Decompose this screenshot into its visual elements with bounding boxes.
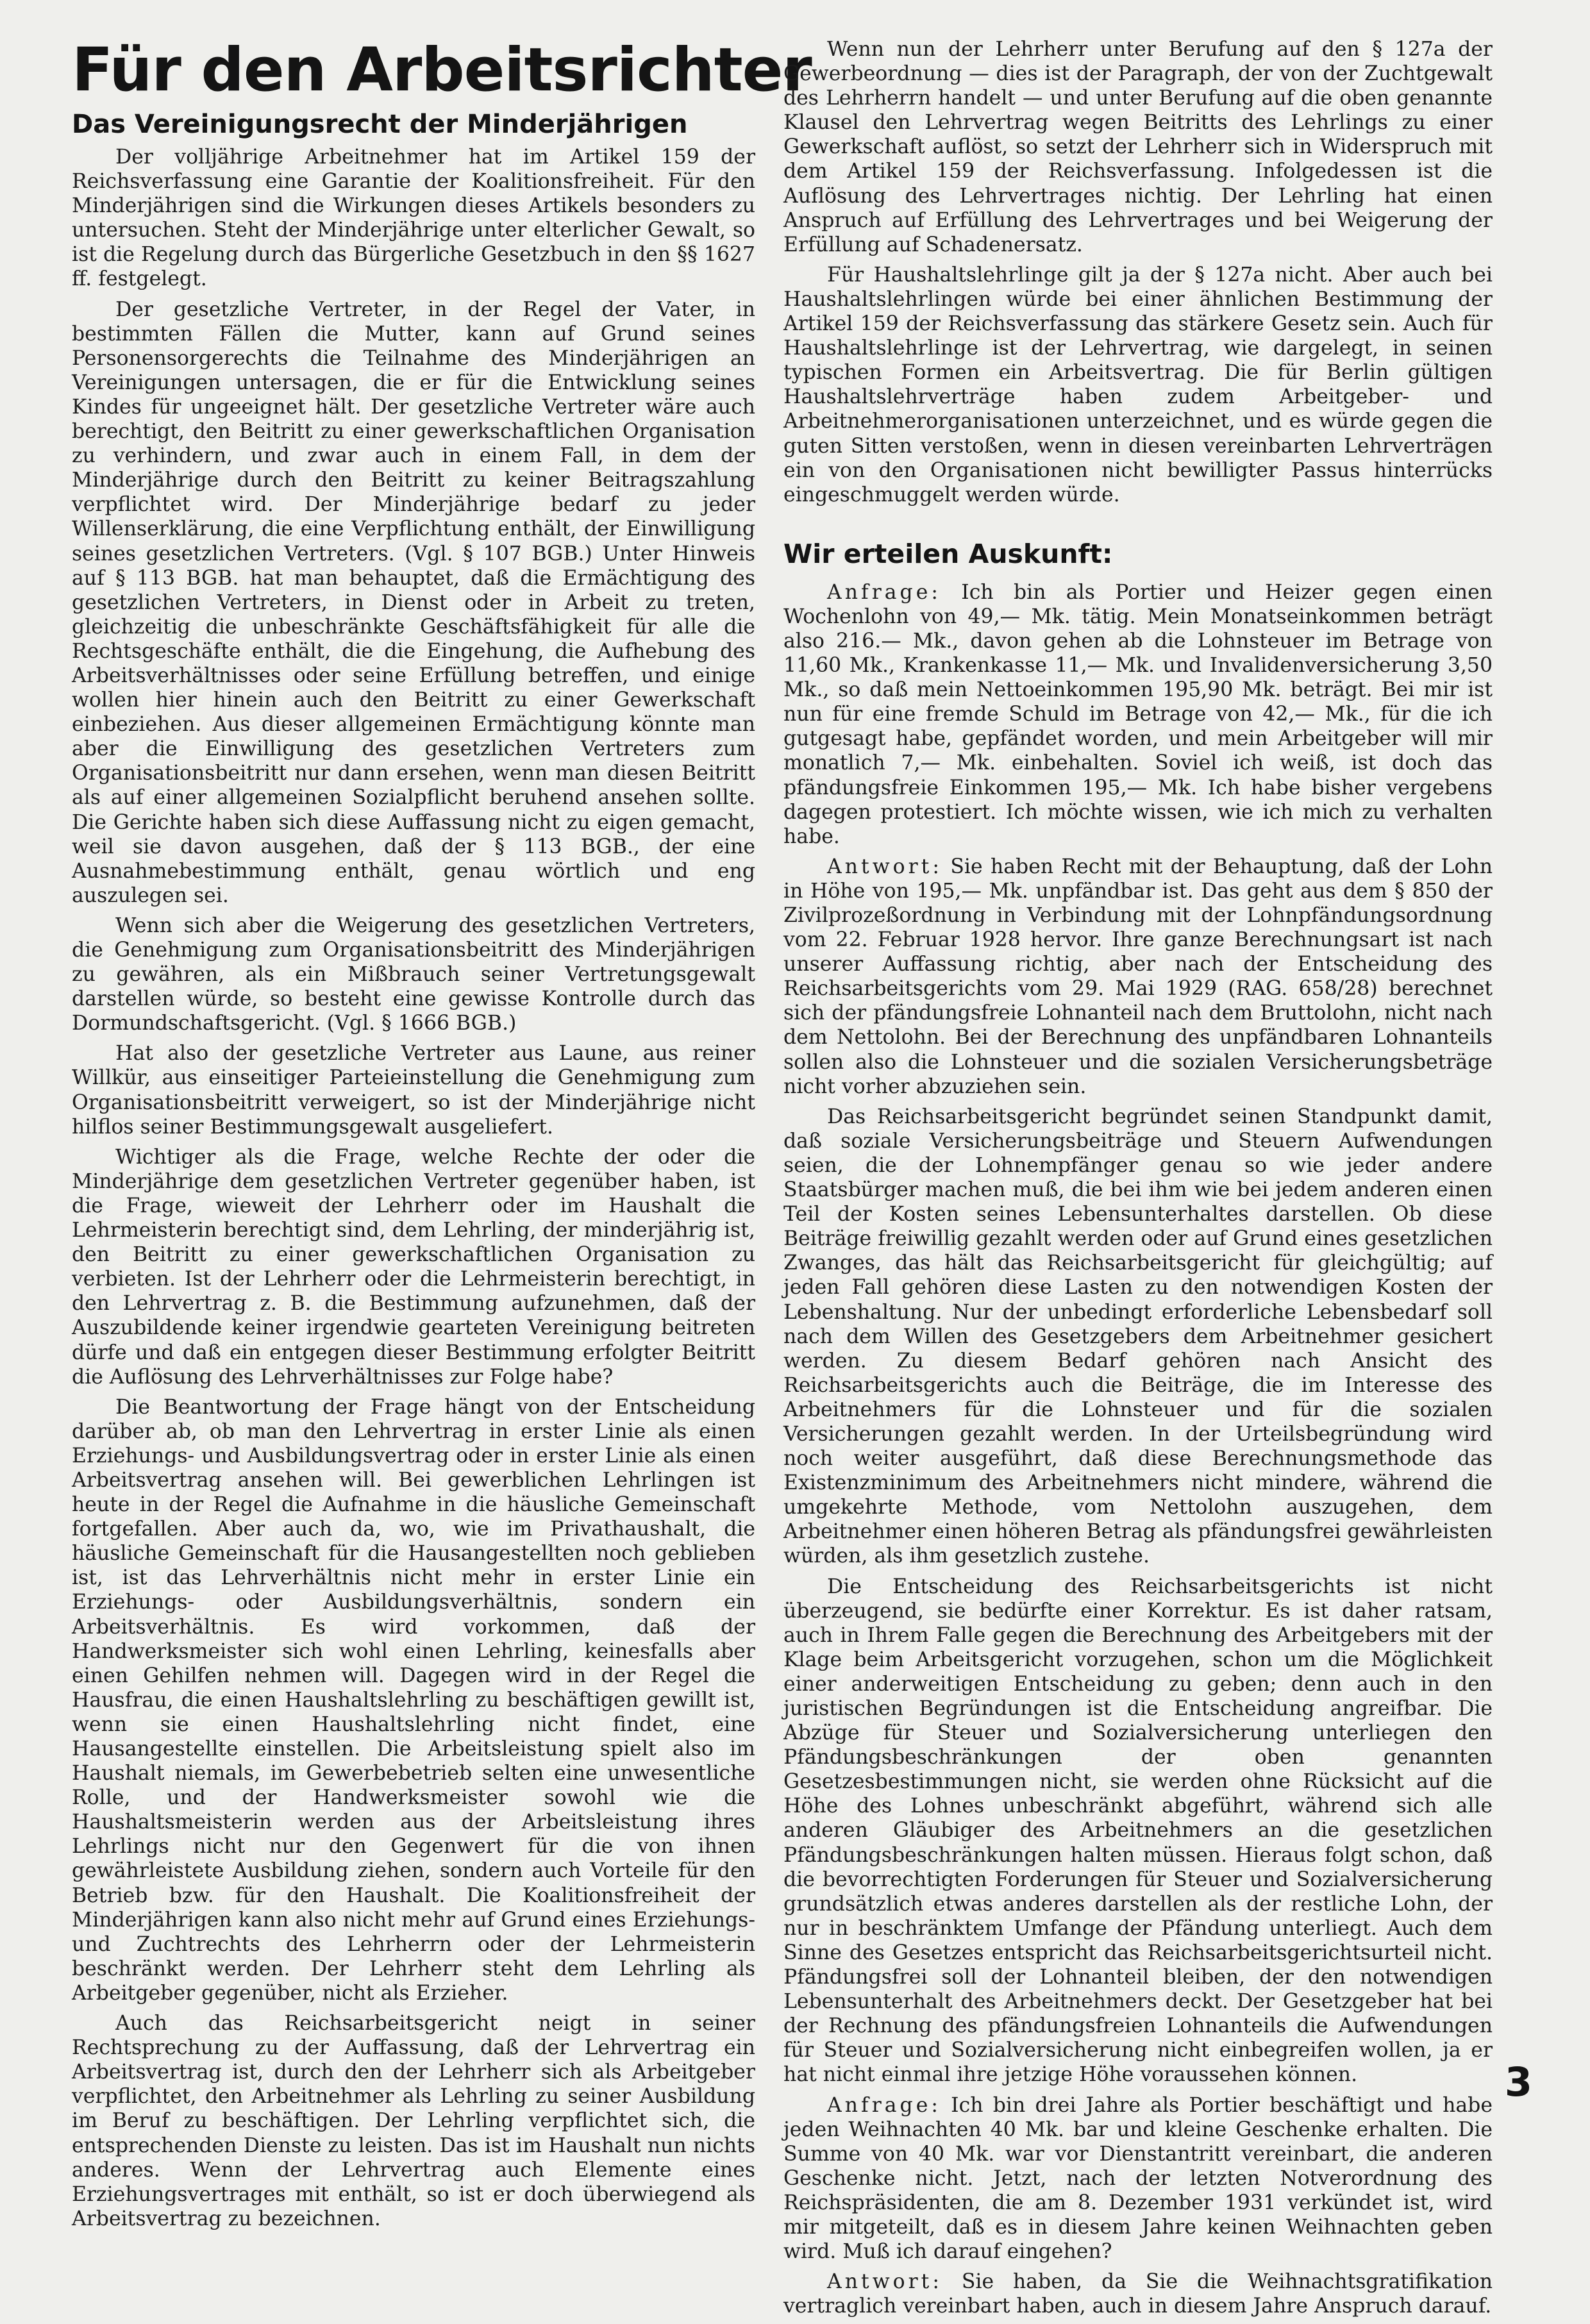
qa-anfrage-2 — [783, 2093, 1493, 2264]
qa-paragraph: Die Entscheidung des Reichsarbeitsgerichts ist nicht überzeugend, sie bedürfte einer Korrektur. Es ist daher ratsam, auch in Ihrem Falle gegen die Berechnung des Arbeitgebers mit der Klage beim Arbeitsgericht vorzugehen, schon um die Möglichkeit einer anderweitigen Entscheidung zu geben; denn auch in den juristischen Begründungen ist die Entscheidung angreifbar. Die Abzüge für Steuer und Sozialversicherung unterliegen den Pfändungsbeschränkungen der oben genannten Gesetzesbestimmungen nicht, sie werden ohne Rücksicht auf die Höhe des Lohnes unbeschränkt abgeführt, während sich alle anderen Gläubiger des Arbeitnehmers an die gesetzlichen Pfändungsbeschränkungen halten müssen. Hieraus folgt schon, daß die bevorrechtigten Forderungen für Steuer und Sozialversicherung grundsätzlich etwas anderes darstellen als der restliche Lohn, der nur in beschränktem Umfange der Pfändung unterliegt. Auch dem Sinne des Gesetzes entspricht das Reichsarbeitsgerichtsurteil nicht. Pfändungsfrei soll der Lohnanteil bleiben, der den notwendigen Lebensunterhalt des Arbeitnehmers deckt. Der Gesetzgeber hat bei der Rechnung des pfändungsfreien Lohnanteils die Aufwendungen für Steuer und Sozialversicherung nicht einbegreifen wollen, ja er hat nicht einmal ihre jetzige Höhe voraussehen können. — [783, 1575, 1493, 2087]
qa-anfrage-1 — [783, 580, 1493, 849]
article-paragraph: Der gesetzliche Vertreter, in der Regel der Vater, in bestimmten Fällen die Mutter, kann auf Grund seines Personensorgerechts die Teilnahme des Minderjährigen an Vereinigungen untersagen, die er für die Entwicklung seines Kindes für ungeeignet hält. Der gesetzliche Vertreter wäre auch berechtigt, den Beitritt zu einer gewerkschaftlichen Organisation zu verhindern, und zwar auch in einem Fall, in dem der Minderjährige durch den Beitritt zu keiner Beitragszahlung verpflichtet wird. Der Minderjährige bedarf zu jeder Willenserklärung, die eine Verpflichtung enthält, der Einwilligung seines gesetzlichen Vertreters. (Vgl. § 107 BGB.) Unter Hinweis auf § 113 BGB. hat man behauptet, daß die Ermächtigung des gesetzlichen Vertreters, in Dienst oder in Arbeit zu treten, gleichzeitig die unbeschränkte Geschäftsfähigkeit für alle die Rechtsgeschäfte enthält, die die Eingehung, die Aufhebung des Arbeitsverhältnisses oder seine Erfüllung betreffen, und einige wollen hier hinein auch den Beitritt zu einer Gewerkschaft einbeziehen. Aus dieser allgemeinen Ermächtigung könnte man aber die Einwilligung des gesetzlichen Vertreters zum Organisationsbeitritt nur dann ersehen, wenn man diesen Beitritt als auf einer allgemeinen Sozialpflicht beruhend ansehen sollte. Die Gerichte haben sich diese Auffassung nicht zu eigen gemacht, weil sie davon ausgehen, daß der § 113 BGB., der eine Ausnahmebestimmung enthält, genau wörtlich und eng auszulegen sei. — [72, 297, 755, 907]
article-title: Für den Arbeitsrichter — [72, 35, 812, 105]
article-paragraph: Für Haushaltslehrlinge gilt ja der § 127a nicht. Aber auch bei Haushaltslehrlingen würde bei einer ähnlichen Bestimmung der Artikel 159 der Reichsverfassung das stärkere Gesetz sein. Auch für Haushaltslehrlinge ist der Lehrvertrag, wie dargelegt, in seinen typischen Formen ein Arbeitsvertrag. Die für Berlin gültigen Haushaltslehrverträge haben zudem Arbeitgeber- und Arbeitnehmerorganisationen unterzeichnet, und es würde gegen die guten Sitten verstoßen, wenn in diesen vereinbarten Lehrverträgen ein von den Organisationen nicht bewilligter Passus hinterrücks eingeschmuggelt werden würde. — [783, 263, 1493, 506]
qa-text: Ich bin als Portier und Heizer gegen einen Wochenlohn von 49,— Mk. tätig. Mein Monatseinkommen beträgt also 216.— Mk., davon gehen ab die Lohnsteuer im Betrage von 11,60 Mk., Krankenkasse 11,— Mk. und Invalidenversicherung 3,50 Mk., so daß mein Nettoeinkommen 195,90 Mk. beträgt. Bei mir ist nun für eine fremde Schuld im Betrage von 42,— Mk., für die ich gutgesagt habe, gepfändet worden, und mein Arbeitgeber will mir monatlich 7,— Mk. einbehalten. Soviel ich weiß, ist doch das pfändungsfreie Einkommen 195,— Mk. Ich habe bisher vergebens dagegen protestiert. Ich möchte wissen, wie ich mich zu verhalten habe. — [783, 580, 1493, 848]
article-subtitle: Das Vereinigungsrecht der Minderjährigen — [72, 110, 688, 139]
qa-label: Anfrage: — [827, 2093, 941, 2117]
qa-label: Anfrage: — [827, 580, 941, 604]
qa-antwort-2 — [783, 2270, 1493, 2318]
article-paragraph: Hat also der gesetzliche Vertreter aus Laune, aus reiner Willkür, aus einseitiger Parteieinstellung die Genehmigung zum Organisationsbeitritt verweigert, so ist der Minderjährige nicht hilflos seiner Bestimmungsgewalt ausgeliefert. — [72, 1042, 755, 1139]
qa-label: Antwort: — [827, 2270, 942, 2294]
article-paragraph: Auch das Reichsarbeitsgericht neigt in seiner Rechtsprechung zu der Auffassung, daß der Lehrvertrag ein Arbeitsvertrag ist, durch den der Lehrherr sich als Arbeitgeber verpflichtet, den Arbeitnehmer als Lehrling zu seiner Ausbildung im Beruf zu beschäftigen. Der Lehrling verpflichtet sich, die entsprechenden Dienste zu leisten. Das ist im Haushalt nun nichts anderes. Wenn der Lehrvertrag auch Elemente eines Erziehungsvertrages mit enthält, so ist er doch überwiegend als Arbeitsvertrag zu bezeichnen. — [72, 2012, 755, 2230]
qa-text: Sie haben, da Sie die Weihnachtsgratifikation vertraglich vereinbart haben, auch in diesem Jahre Anspruch darauf. — [783, 2270, 1493, 2318]
qa-label: Antwort: — [827, 855, 942, 878]
article-paragraph: Die Beantwortung der Frage hängt von der Entscheidung darüber ab, ob man den Lehrvertrag in erster Linie als einen Erziehungs- und Ausbildungsvertrag oder in erster Linie als einen Arbeitsvertrag ansehen will. Bei gewerblichen Lehrlingen ist heute in der Regel die Aufnahme in die häusliche Gemeinschaft fortgefallen. Aber auch da, wo, wie im Privathaushalt, die häusliche Gemeinschaft für die Hausangestellten noch geblieben ist, ist das Lehrverhältnis nicht mehr in erster Linie ein Erziehungs- oder Ausbildungsverhältnis, sondern ein Arbeitsverhältnis. Es wird vorkommen, daß der Handwerksmeister sich wohl einen Lehrling, keinesfalls aber einen Gehilfen nehmen will. Dagegen wird in der Regel die Hausfrau, die einen Haushaltslehrling zu beschäftigen gewillt ist, wenn sie einen Haushaltslehrling nicht findet, eine Hausangestellte einstellen. Die Arbeitsleistung spielt also im Haushalt niemals, im Gewerbebetrieb selten eine unwesentliche Rolle, und der Handwerksmeister sowohl wie die Haushaltsmeisterin werden aus der Arbeitsleistung ihres Lehrlings nicht nur den Gegenwert für die von ihnen gewährleistete Ausbildung ziehen, sondern auch Vorteile für den Betrieb bzw. für den Haushalt. Die Koalitionsfreiheit der Minderjährigen kann also nicht mehr auf Grund eines Erziehungs- und Zuchtrechts des Lehrherrn oder der Lehrmeisterin beschränkt werden. Der Lehrherr steht dem Lehrling als Arbeitgeber gegenüber, nicht als Erzieher. — [72, 1395, 755, 2005]
article-paragraph: Wichtiger als die Frage, welche Rechte der oder die Minderjährige dem gesetzlichen Vertreter gegenüber haben, ist die Frage, wieweit der Lehrherr oder im Haushalt die Lehrmeisterin berechtigt sind, dem Lehrling, der minderjährig ist, den Beitritt zu einer gewerkschaftlichen Organisation zu verbieten. Ist der Lehrherr oder die Lehrmeisterin berechtigt, in den Lehrvertrag z. B. die Bestimmung aufzunehmen, daß der Auszubildende keiner irgendwie gearteten Vereinigung beitreten dürfe und daß ein entgegen dieser Bestimmung erfolgter Beitritt die Auflösung des Lehrverhältnisses zur Folge habe? — [72, 1145, 755, 1389]
qa-antwort-1 — [783, 855, 1493, 1099]
qa-text: Ich bin drei Jahre als Portier beschäftigt und habe jeden Weihnachten 40 Mk. bar und kleine Geschenke erhalten. Die Summe von 40 Mk. war vor Dienstantritt vereinbart, die anderen Geschenke nicht. Jetzt, nach der letzten Notverordnung des Reichspräsidenten, die am 8. Dezember 1931 verkündet ist, wird mir mitgeteilt, daß es in diesem Jahre keinen Weihnachten geben wird. Muß ich darauf eingehen? — [783, 2093, 1493, 2264]
article-paragraph: Der volljährige Arbeitnehmer hat im Artikel 159 der Reichsverfassung eine Garantie der Koalitionsfreiheit. Für den Minderjährigen sind die Wirkungen dieses Artikels besonders zu untersuchen. Steht der Minderjährige unter elterlicher Gewalt, so ist die Regelung durch das Bürgerliche Gesetzbuch in den §§ 1627 ff. festgelegt. — [72, 146, 755, 291]
qa-paragraph: Das Reichsarbeitsgericht begründet seinen Standpunkt damit, daß soziale Versicherungsbeiträge und Steuern Aufwendungen seien, die der Lohnempfänger genau so wie jeder andere Staatsbürger machen muß, die bei ihm wie bei jedem anderen einen Teil der Kosten seines Lebensunterhaltes darstellen. Ob diese Beiträge freiwillig gezahlt werden oder auf Grund eines gesetzlichen Zwanges, das hält das Reichsarbeitsgericht für gleichgültig; auf jeden Fall gehören diese Lasten zu den notwendigen Kosten der Lebenshaltung. Nur der unbedingt erforderliche Lebensbedarf soll nach dem Willen des Gesetzgebers dem Arbeitnehmer gesichert werden. Zu diesem Bedarf gehören nach Ansicht des Reichsarbeitsgerichts auch die Beiträge, die im Interesse des Arbeitnehmers für die Lohnsteuer und für die sozialen Versicherungen gezahlt werden. In der Urteilsbegründung wird noch weiter ausgeführt, daß diese Berechnungsmethode das Existenzminimum des Arbeitnehmers nicht mindere, während die umgekehrte Methode, vom Nettolohn auszugehen, dem Arbeitnehmer einen höheren Betrag als pfändungsfrei gewährleisten würden, als ihm gesetzlich zustehe. — [783, 1105, 1493, 1568]
left-column — [72, 35, 812, 2237]
page-number: 3 — [1504, 2059, 1532, 2105]
qa-text: Sie haben Recht mit der Behauptung, daß der Lohn in Höhe von 195,— Mk. unpfändbar ist. Das geht aus dem § 850 der Zivilprozeßordnung in Verbindung mit der Lohnpfändungsordnung vom 22. Februar 1928 hervor. Ihre ganze Berechnungsart ist nach unserer Auffassung richtig, aber nach der Entscheidung des Reichsarbeitsgerichts vom 29. Mai 1929 (RAG. 658/28) berechnet sich der pfändungsfreie Lohnanteil nach dem Bruttolohn, nicht nach dem Nettolohn. Bei der Berechnung des unpfändbaren Lohnanteils sollen also die Lohnsteuer und die sozialen Versicherungsbeträge nicht vorher abzuziehen sein. — [783, 855, 1493, 1098]
article-paragraph: Wenn nun der Lehrherr unter Berufung auf den § 127a der Gewerbeordnung — dies ist der Paragraph, der von der Zuchtgewalt des Lehrherrn handelt — und unter Berufung auf die oben genannte Klausel den Lehrvertrag wegen Beitritts des Lehrlings zu einer Gewerkschaft auflöst, so setzt der Lehrherr sich in Widerspruch mit dem Artikel 159 der Reichsverfassung. Infolgedessen ist die Auflösung des Lehrvertrages nichtig. Der Lehrling hat einen Anspruch auf Erfüllung des Lehrvertrages und bei Weigerung der Erfüllung auf Schadenersatz. — [783, 38, 1493, 256]
right-column — [783, 37, 1493, 2324]
auskunft-heading: Wir erteilen Auskunft: — [783, 538, 1113, 569]
article-paragraph: Wenn sich aber die Weigerung des gesetzlichen Vertreters, die Genehmigung zum Organisationsbeitritt des Minderjährigen zu gewähren, als ein Mißbrauch seiner Vertretungsgewalt darstellen würde, so besteht eine gewisse Kontrolle durch das Dormundschaftsgericht. (Vgl. § 1666 BGB.) — [72, 914, 755, 1035]
